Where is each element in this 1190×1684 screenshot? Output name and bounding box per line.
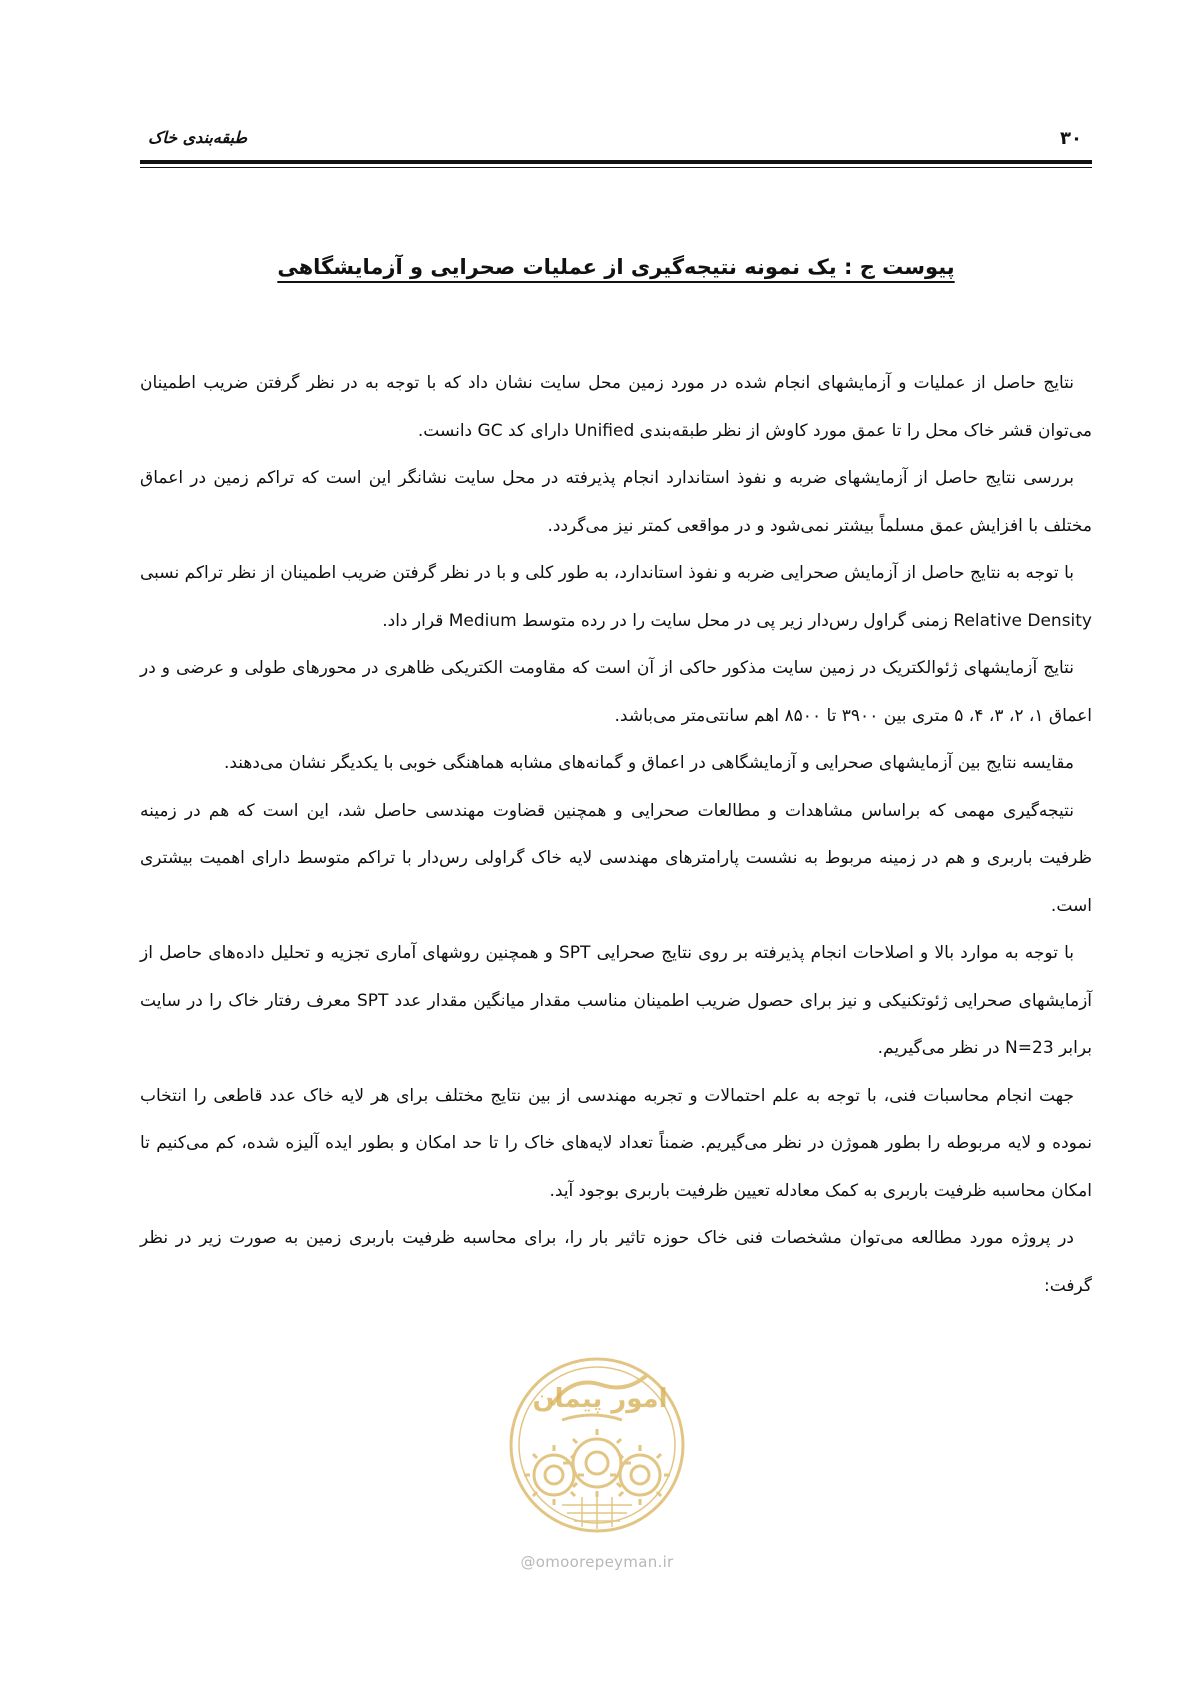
paragraph: نتیجه‌گیری مهمی که براساس مشاهدات و مطالعات صحرایی و همچنین قضاوت مهندسی حاصل شد، این است که هم در زمینه ظرفیت باربری و هم در زمینه مربوط به نشست پارامترهای مهندسی لایه خاک گراولی رس‌دار با تراکم متوسط دارای اهمیت بیشتری است. (140, 800, 1092, 916)
watermark-logo (492, 1345, 702, 1580)
page-number: ۳۰ (1060, 128, 1082, 149)
omoorepeyman-logo-icon (492, 1345, 702, 1550)
appendix-title (140, 252, 1092, 282)
paragraph: جهت انجام محاسبات فنی، با توجه به علم احتمالات و تجربه مهندسی از بین نتایج مختلف برای هر لایه خاک عدد قاطعی را انتخاب نموده و لایه مربوطه را بطور هموژن در نظر می‌گیریم. ضمناً تعداد لایه‌های خاک را تا حد امکان و بطور ایده آلیزه شده، کم می‌کنیم تا امکان محاسبه ظرفیت باربری به کمک معادله تعیین ظرفیت باربری بوجود آید. (140, 1085, 1092, 1201)
paragraph: در پروژه مورد مطالعه می‌توان مشخصات فنی خاک حوزه تاثیر بار را، برای محاسبه ظرفیت باربری زمین به صورت زیر در نظر گرفت: (140, 1228, 1092, 1296)
body-text (140, 360, 1092, 1310)
paragraph: مقایسه نتایج بین آزمایشهای صحرایی و آزمایشگاهی در اعماق و گمانه‌های مشابه هماهنگی خوبی با یکدیگر نشان می‌دهند. (223, 753, 1074, 773)
appendix-title-text: پیوست ج : یک نمونه نتیجه‌گیری از عملیات صحرایی و آزمایشگاهی (277, 255, 955, 279)
paragraph: نتایج حاصل از عملیات و آزمایشهای انجام شده در مورد زمین محل سایت نشان داد که با توجه به در نظر گرفتن ضریب اطمینان می‌توان قشر خاک محل را تا عمق مورد کاوش از نظر طبقه‌بندی Unified دارای کد GC دانست. (140, 373, 1092, 441)
paragraph: بررسی نتایج حاصل از آزمایشهای ضربه و نفوذ استاندارد انجام پذیرفته در محل سایت نشانگر این است که تراکم زمین در اعماق مختلف با افزایش عمق مسلماً بیشتر نمی‌شود و در مواقعی کمتر نیز می‌گردد. (140, 468, 1092, 536)
paragraph: با توجه به موارد بالا و اصلاحات انجام پذیرفته بر روی نتایج صحرایی SPT و همچنین روشهای آماری تجزیه و تحلیل داده‌های حاصل از آزمایشهای صحرایی ژئوتکنیکی و نیز برای حصول ضریب اطمینان مناسب مقدار میانگین مقدار عدد SPT معرف رفتار خاک را در سایت برابر N=23 در نظر می‌گیریم. (140, 943, 1092, 1058)
header-rule-thick (140, 160, 1092, 164)
header-rule-thin (140, 167, 1092, 168)
page-header (140, 128, 1092, 154)
paragraph: با توجه به نتایج حاصل از آزمایش صحرایی ضربه و نفوذ استاندارد، به طور کلی و با در نظر گرفتن ضریب اطمینان از نظر تراکم نسبی Relative Density زمنی گراول رس‌دار زیر پی در محل سایت را در رده متوسط Medium قرار داد. (140, 563, 1092, 631)
logo-text: امور پیمان (532, 1384, 668, 1414)
running-title: طبقه‌بندی خاک (148, 128, 248, 147)
paragraph: نتایج آزمایشهای ژئوالکتریک در زمین سایت مذکور حاکی از آن است که مقاومت الکتریکی ظاهری در محورهای طولی و عرضی و در اعماق ۱، ۲، ۳، ۴، ۵ متری بین ۳۹۰۰ تا ۸۵۰۰ اهم سانتی‌متر می‌باشد. (140, 658, 1092, 726)
watermark-url: @omoorepeyman.ir (520, 1553, 674, 1571)
